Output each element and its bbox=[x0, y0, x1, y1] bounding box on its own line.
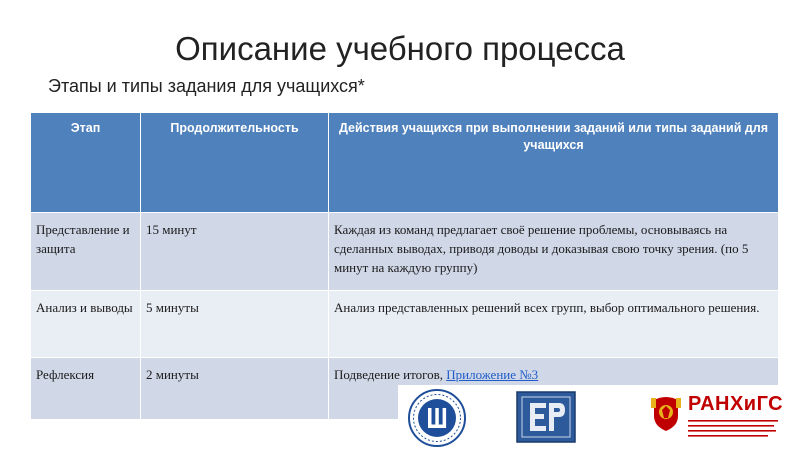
ranepa-caption-icon bbox=[688, 419, 780, 439]
cell-actions: Каждая из команд предлагает своё решение проблемы, основываясь на сделанных выводах, приводя доводы и доказывая свою точку зрения. (по 5 минут на каждую группу) bbox=[329, 213, 779, 291]
cell-stage: Рефлексия bbox=[31, 358, 141, 420]
actions-text: Подведение итогов, bbox=[334, 367, 447, 382]
header-stage: Этап bbox=[31, 113, 141, 213]
appendix-link[interactable]: Приложение №3 bbox=[446, 367, 539, 382]
table-header-row bbox=[31, 113, 779, 213]
header-duration: Продолжительность bbox=[141, 113, 329, 213]
logo-strip bbox=[398, 385, 783, 450]
cell-duration: 2 минуты bbox=[141, 358, 329, 420]
table-row bbox=[31, 291, 779, 358]
table-row bbox=[31, 213, 779, 291]
cell-duration: 15 минут bbox=[141, 213, 329, 291]
cell-stage: Анализ и выводы bbox=[31, 291, 141, 358]
cell-duration: 5 минуты bbox=[141, 291, 329, 358]
cell-stage: Представление и защита bbox=[31, 213, 141, 291]
page-subtitle: Этапы и типы задания для учащихся* bbox=[48, 76, 365, 96]
hse-logo-icon bbox=[406, 388, 468, 448]
cell-actions: Анализ представленных решений всех групп, выбор оптимального решения. bbox=[329, 291, 779, 358]
ranepa-emblem-icon bbox=[650, 396, 682, 432]
header-actions: Действия учащихся при выполнении заданий или типы заданий для учащихся bbox=[329, 113, 779, 213]
page-title: Описание учебного процесса bbox=[175, 30, 625, 67]
ep-logo-icon bbox=[516, 391, 576, 443]
stages-table bbox=[30, 112, 779, 420]
ranepa-name: РАНХиГС bbox=[688, 393, 784, 415]
